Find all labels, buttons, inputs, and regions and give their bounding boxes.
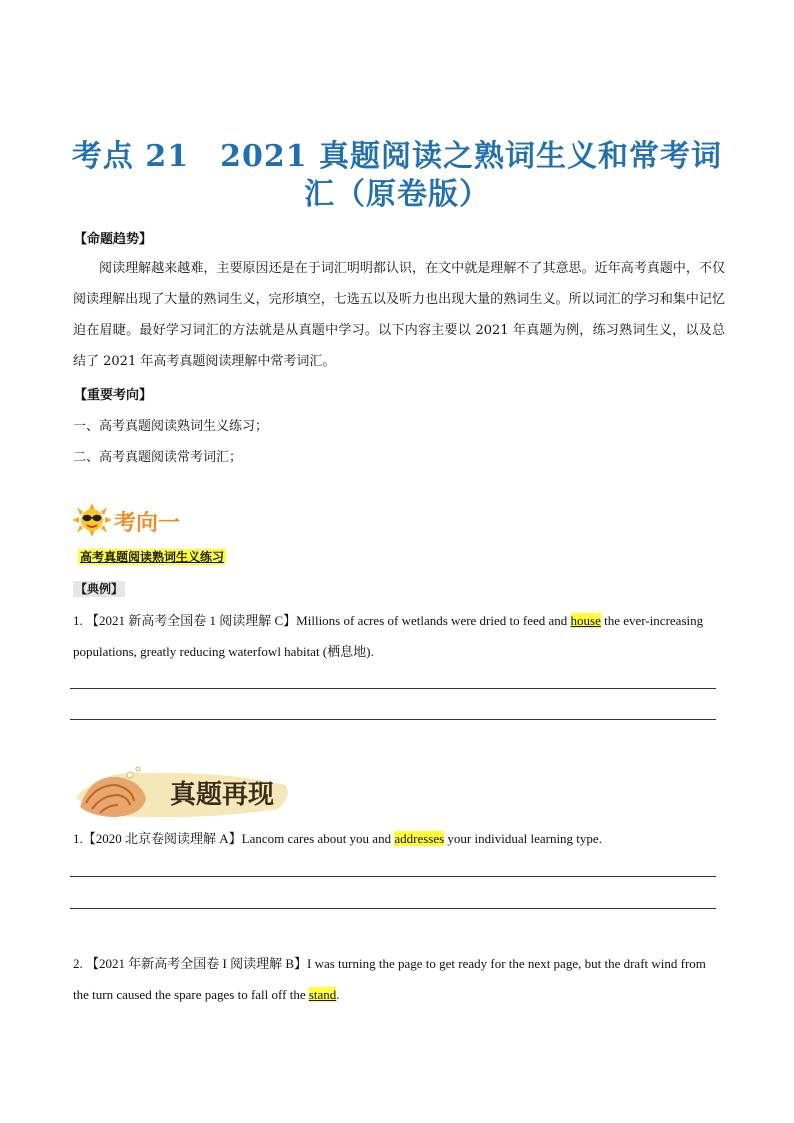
answer-line (70, 719, 716, 720)
sun-sunglasses-icon (72, 503, 112, 537)
example-question-1 (73, 605, 725, 667)
page-title (70, 138, 724, 214)
section-sub-label: 高考真题阅读熟词生义练习 (80, 550, 225, 564)
real-question-1 (73, 823, 725, 854)
answer-line (70, 688, 716, 689)
highlighted-word: addresses (394, 831, 445, 846)
section-heading-kaoxiang-1: 考向一 (114, 511, 181, 536)
answer-line (70, 908, 716, 909)
real-question-2 (73, 948, 725, 1010)
question-text-end: . (336, 987, 340, 1002)
title-line-2: 汇（原卷版） (304, 177, 490, 212)
question-text-end: the ever-increasing populations, greatly reducing waterfowl habitat (栖息地). (73, 613, 704, 659)
answer-line (70, 876, 716, 877)
highlighted-word: stand (308, 987, 337, 1002)
highlighted-word: house (570, 613, 601, 628)
example-tag: 【典例】 (75, 582, 124, 596)
focus-item-2: 二、高考真题阅读常考词汇； (73, 450, 243, 465)
trend-heading: 【命题趋势】 (74, 232, 153, 247)
trend-paragraph (73, 253, 725, 377)
question-text: 1.【2020 北京卷阅读理解 A】Lancom cares about you and (73, 831, 395, 846)
banner-text: 真题再现 (169, 780, 275, 810)
question-text: 1. 【2021 新高考全国卷 1 阅读理解 C】Millions of acres of wetlands were dried to feed and (73, 613, 571, 628)
focus-heading: 【重要考向】 (74, 388, 153, 403)
question-text-end: your individual learning type. (444, 831, 602, 846)
title-line-1: 考点 21 2021 真题阅读之熟词生义和常考词 (71, 139, 723, 174)
focus-item-1: 一、高考真题阅读熟词生义练习； (73, 419, 269, 434)
zhenti-zaixian-banner (72, 763, 292, 825)
trend-paragraph-text: 阅读理解越来越难，主要原因还是在于词汇明明都认识，在文中就是理解不了其意思。近年高考真题中，不仅阅读理解出现了大量的熟词生义，完形填空，七选五以及听力也出现大量的熟词生义。所以词汇的学习和集中记忆迫在眉睫。最好学习词汇的方法就是从真题中学习。以下内容主要以 2021 年真题为例，练习熟词生义，以及总结了 2021 年高考真题阅读理解中常考词汇。 (73, 261, 725, 369)
question-text: 2. 【2021 年新高考全国卷 I 阅读理解 B】I was turning the page to get ready for the next page, but the draft wind from the turn caused the spare pages to fall off the (73, 956, 706, 1002)
